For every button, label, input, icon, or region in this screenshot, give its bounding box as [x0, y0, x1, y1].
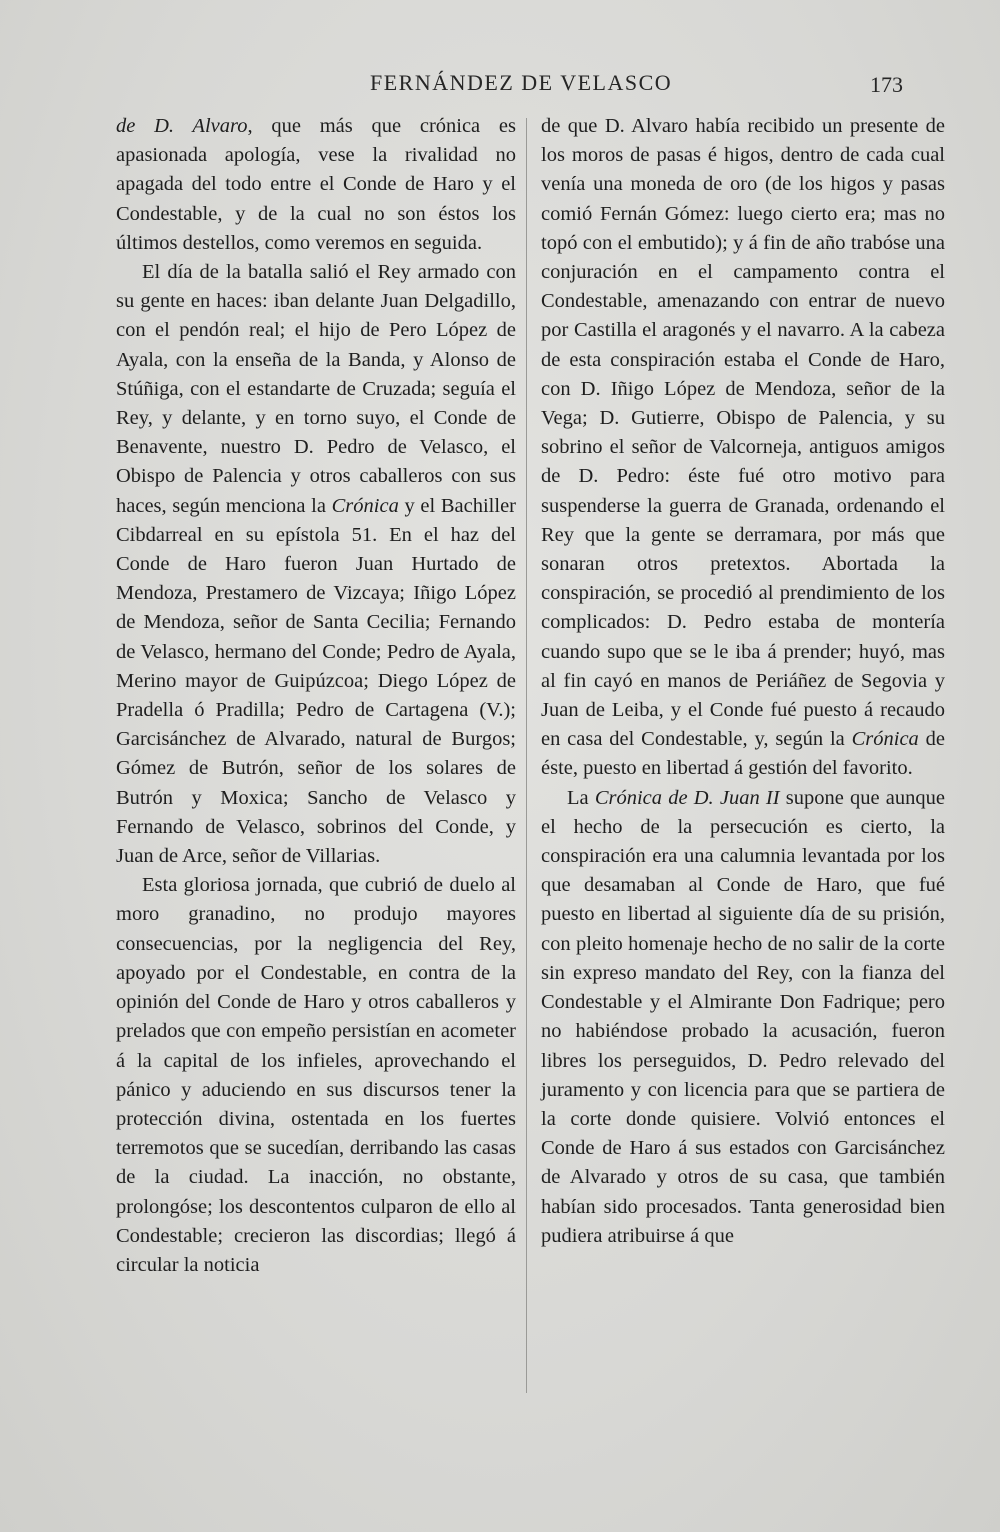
- page-number: 173: [870, 72, 903, 97]
- paragraph-text: y el Bachiller Cibdarreal en su epístola 51. En el haz del Conde de Haro fueron Juan Hurtado de Mendoza, Prestamero de Vizcaya; Iñigo López de Mendoza, señor de Santa Cecilia; Fernando de Velasco, hermano del Conde; Pedro de Ayala, Merino mayor de Guipúzcoa; Diego López de Pradella ó Pradilla; Pedro de Cartagena (V.); Garcisánchez de Alvarado, natural de Burgos; Gómez de Butrón, señor de los solares de Butrón y Moxica; Sancho de Velasco y Fernando de Velasco, sobrinos del Conde, y Juan de Arce, señor de Villarias.: [116, 494, 516, 868]
- paragraph-text: El día de la batalla salió el Rey armado con su gente en haces: iban delante Juan Delgadillo, con el pendón real; el hijo de Pero López de Ayala, con la enseña de la Banda, y Alonso de Stúñiga, con el estandarte de Cruzada; seguía el Rey, y delante, y en torno suyo, el Conde de Benavente, nuestro D. Pedro de Velasco, el Obispo de Palencia y otros caballeros con sus haces, según menciona la: [116, 261, 516, 517]
- paragraph: [116, 258, 516, 871]
- italic-text: Crónica: [331, 494, 399, 517]
- paragraph-text: supone que aunque el hecho de la persecución es cierto, la conspiración era una calumnia levantada por los que desamaban al Conde de Haro, que fué puesto en libertad al siguiente día de su prisión, con pleito homenaje hecho de no salir de la corte sin expreso mandato del Rey, con la fianza del Condestable y el Almirante Don Fadrique; pero no habiéndose probado la acusación, fueron libres los perseguidos, D. Pedro relevado del juramento y con licencia para que se partiera de la corte donde quisiere. Volvió entonces el Conde de Haro á sus estados con Garcisánchez de Alvarado y otros de su casa, que también habían sido procesados. Tanta generosidad bien pudiera atribuirse á que: [541, 786, 945, 1247]
- italic-text: de D. Alvaro: [116, 115, 248, 137]
- paragraph: [541, 112, 945, 784]
- paragraph-text: de que D. Alvaro había recibido un presente de los moros de pasas é higos, dentro de cada cual venía una moneda de oro (de los higos y pasas comió Fernán Gómez: luego cierto era; mas no topó con el embutido); y á fin de año trabóse una conjuración en el campamento contra el Condestable, amenazando con entrar de nuevo por Castilla el aragonés y el navarro. A la cabeza de esta conspiración estaba el Conde de Haro, con D. Iñigo López de Mendoza, señor de la Vega; D. Gutierre, Obispo de Palencia, y su sobrino el señor de Valcorneja, antiguos amigos de D. Pedro: éste fué otro motivo para suspenderse la guerra de Granada, ordenando el Rey que la gente se derramara, por más que sonaran otros pretextos. Abortada la conspiración, se procedió al prendimiento de los complicados: D. Pedro estaba de montería cuando supo que se le iba á prender; huyó, mas al fin cayó en manos de Periáñez de Segovia y Juan de Leiba, y el Conde fué puesto á recaudo en casa del Condestable, y, según la: [541, 115, 945, 751]
- paragraph-text: , que más que crónica es apasionada apología, vese la rivalidad no apagada del todo entre el Conde de Haro y el Condestable, y de la cual no son éstos los últimos destellos, como veremos en seguida.: [116, 115, 516, 254]
- left-column: [116, 112, 516, 1280]
- right-column: [541, 112, 945, 1251]
- paragraph: [116, 871, 516, 1280]
- page-header: [0, 70, 1000, 100]
- paragraph: [116, 112, 516, 258]
- paragraph-text: La: [567, 786, 595, 809]
- paragraph: [541, 784, 945, 1251]
- paragraph-text: de éste, puesto en libertad á gestión del favorito.: [541, 728, 945, 780]
- column-divider: [526, 118, 527, 1393]
- italic-text: Crónica: [851, 728, 919, 751]
- italic-text: Crónica de D. Juan II: [594, 786, 780, 809]
- paragraph-text: Esta gloriosa jornada, que cubrió de duelo al moro granadino, no produjo mayores consecuencias, por la negligencia del Rey, apoyado por el Condestable, en contra de la opinión del Conde de Haro y otros caballeros y prelados que con empeño persistían en acometer á la capital de los infieles, aprovechando el pánico y aduciendo en sus discursos tener la protección divina, ostentada en los fuertes terremotos que se sucedían, derribando las casas de la ciudad. La inacción, no obstante, prolongóse; los descontentos culparon de ello al Condestable; crecieron las discordias; llegó á circular la noticia: [116, 874, 516, 1276]
- running-title: FERNÁNDEZ DE VELASCO: [370, 70, 673, 95]
